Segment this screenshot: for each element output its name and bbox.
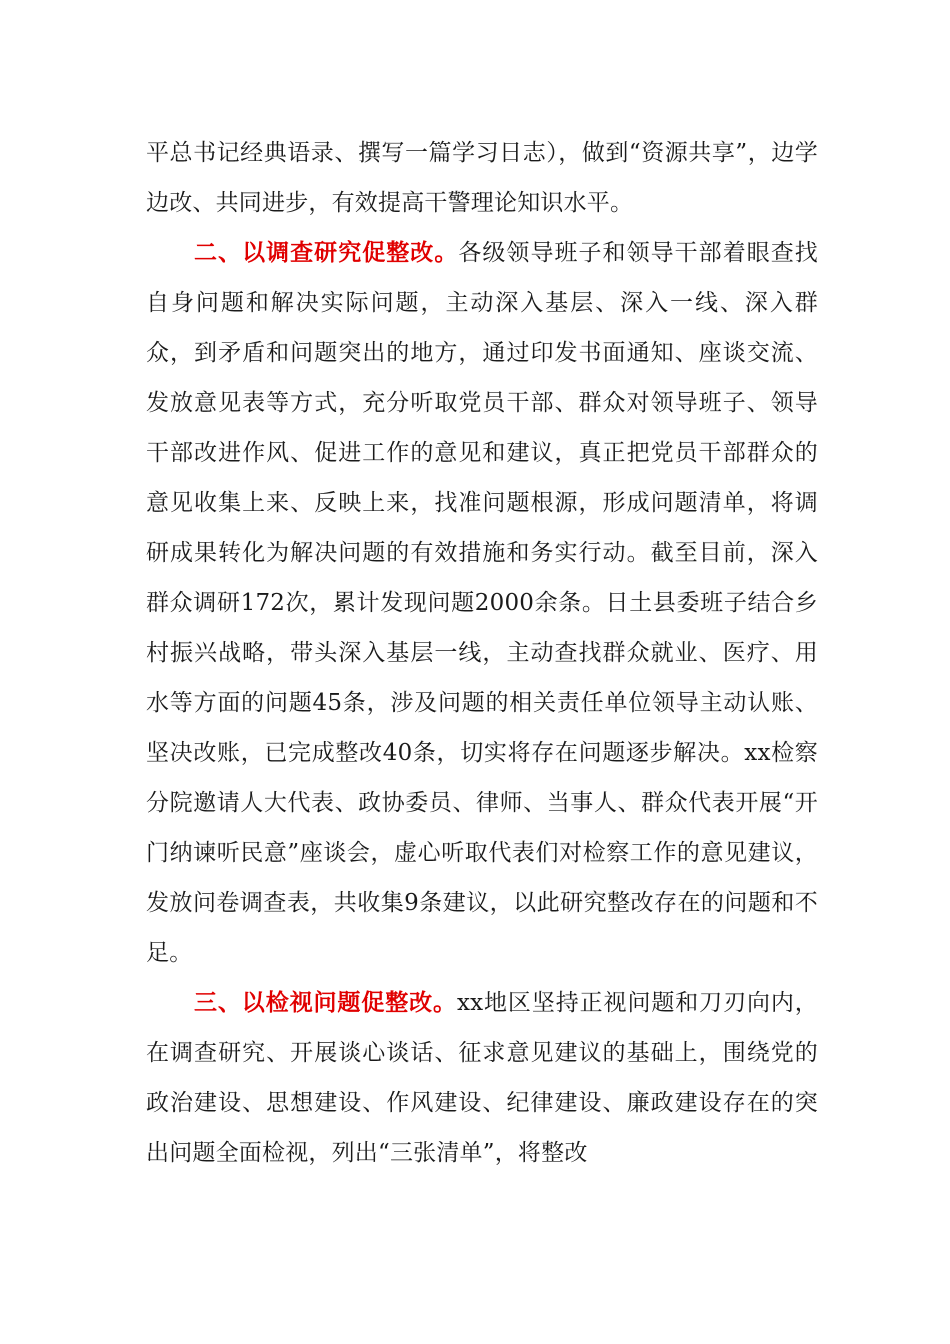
paragraph-section-two bbox=[146, 228, 818, 978]
section-heading: 三、以检视问题促整改。 bbox=[194, 990, 457, 1016]
document-page bbox=[146, 128, 818, 1178]
paragraph-continuation bbox=[146, 128, 818, 228]
paragraph-body: 各级领导班子和领导干部着眼查找自身问题和解决实际问题，主动深入基层、深入一线、深入群众，到矛盾和问题突出的地方，通过印发书面通知、座谈交流、发放意见表等方式，充分听取党员干部、群众对领导班子、领导干部改进作风、促进工作的意见和建议，真正把党员干部群众的意见收集上来、反映上来，找准问题根源，形成问题清单，将调研成果转化为解决问题的有效措施和务实行动。截至目前，深入群众调研172次，累计发现问题2000余条。日土县委班子结合乡村振兴战略，带头深入基层一线，主动查找群众就业、医疗、用水等方面的问题45条，涉及问题的相关责任单位领导主动认账、坚决改账，已完成整改40条，切实将存在问题逐步解决。xx检察分院邀请人大代表、政协委员、律师、当事人、群众代表开展“开门纳谏听民意”座谈会，虚心听取代表们对检察工作的意见建议，发放问卷调查表，共收集9条建议，以此研究整改存在的问题和不足。 bbox=[146, 240, 819, 966]
paragraph-body: xx地区坚持正视问题和刀刃向内，在调查研究、开展谈心谈话、征求意见建议的基础上，围绕党的政治建设、思想建设、作风建设、纪律建设、廉政建设存在的突出问题全面检视，列出“三张清单”，将整改 bbox=[146, 990, 818, 1166]
paragraph-body: 平总书记经典语录、撰写一篇学习日志），做到“资源共享”，边学边改、共同进步，有效提高干警理论知识水平。 bbox=[146, 140, 818, 216]
section-heading: 二、以调查研究促整改。 bbox=[194, 240, 459, 266]
paragraph-section-three bbox=[146, 978, 818, 1178]
